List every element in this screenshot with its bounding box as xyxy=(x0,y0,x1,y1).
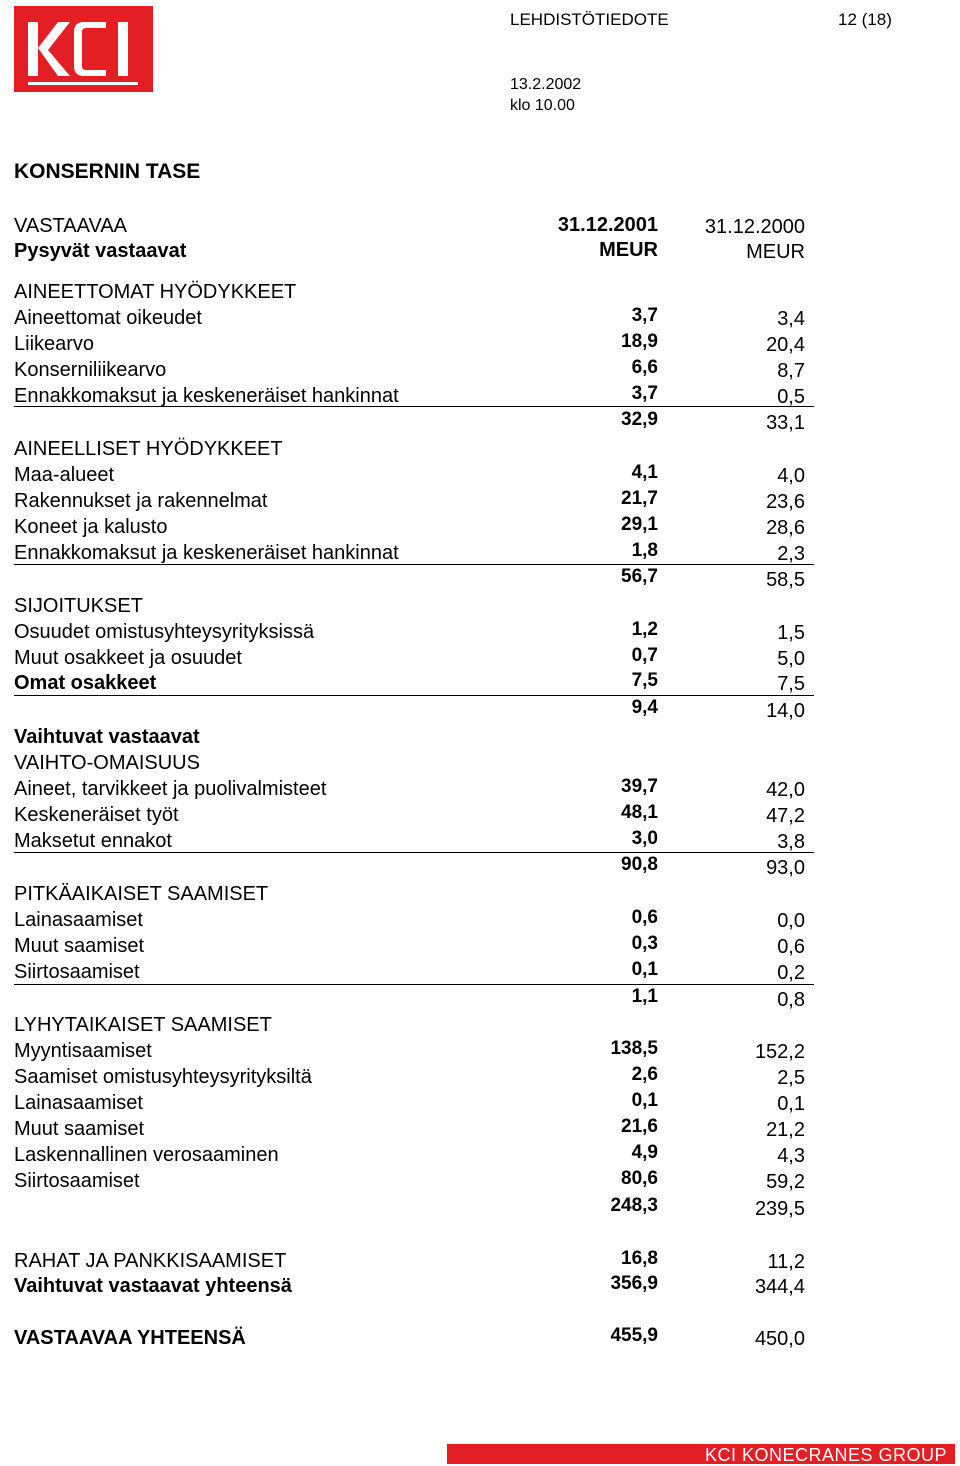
row-label: Keskeneräiset työt xyxy=(14,804,179,826)
value-2000: 5,0 xyxy=(777,648,805,670)
row-label: Maa-alueet xyxy=(14,464,115,486)
page-number: 12 (18) xyxy=(838,10,892,29)
value-2000: 239,5 xyxy=(754,1198,805,1220)
column-2-unit: MEUR xyxy=(746,241,805,263)
row-label: Koneet ja kalusto xyxy=(14,516,168,538)
release-date: 13.2.2002 xyxy=(510,76,582,93)
table-row xyxy=(0,437,960,463)
table-row xyxy=(0,751,960,777)
table-row xyxy=(0,934,960,960)
row-label: Aineet, tarvikkeet ja puolivalmisteet xyxy=(14,778,327,800)
value-2000: 42,0 xyxy=(766,779,805,801)
row-label: RAHAT JA PANKKISAAMISET xyxy=(14,1250,287,1272)
value-2001: 138,5 xyxy=(610,1038,658,1059)
subtotal-row xyxy=(0,1196,960,1222)
subtotal-row xyxy=(0,987,960,1013)
value-2000: 0,1 xyxy=(777,1093,805,1115)
row-label: Muut saamiset xyxy=(14,935,145,957)
value-2001: 2,6 xyxy=(631,1064,658,1085)
value-2001: 0,1 xyxy=(631,959,658,980)
row-label: AINEELLISET HYÖDYKKEET xyxy=(14,438,283,460)
subtotal-row xyxy=(0,410,960,436)
table-row xyxy=(0,1013,960,1039)
value-2001: 32,9 xyxy=(621,409,658,430)
section-label: VASTAAVAA xyxy=(14,215,127,237)
table-row xyxy=(0,1143,960,1169)
value-2000: 21,2 xyxy=(766,1119,805,1141)
footer-company-name: KCI KONECRANES GROUP xyxy=(704,1445,947,1465)
value-2001: 0,7 xyxy=(631,645,658,666)
subtotal-rule xyxy=(14,695,814,696)
value-2000: 0,8 xyxy=(777,989,805,1011)
column-1-date: 31.12.2001 xyxy=(557,214,658,236)
value-2001: 80,6 xyxy=(621,1168,658,1189)
company-logo xyxy=(14,6,153,92)
row-label: Laskennallinen verosaaminen xyxy=(14,1144,279,1166)
value-2000: 20,4 xyxy=(766,334,805,356)
table-row xyxy=(0,489,960,515)
column-2-date: 31.12.2000 xyxy=(704,216,805,238)
value-2000: 14,0 xyxy=(766,700,805,722)
value-2001: 39,7 xyxy=(621,776,658,797)
subtotal-row xyxy=(0,698,960,724)
value-2001: 455,9 xyxy=(610,1325,658,1346)
table-row xyxy=(0,908,960,934)
subtotal-rule xyxy=(14,406,814,407)
table-row xyxy=(0,1249,960,1275)
row-label: Omat osakkeet xyxy=(14,672,157,694)
subtotal-rule xyxy=(14,852,814,853)
value-2001: 9,4 xyxy=(631,697,658,718)
table-row xyxy=(0,1117,960,1143)
value-2001: 29,1 xyxy=(621,514,658,535)
row-label: Myyntisaamiset xyxy=(14,1040,152,1062)
value-2001: 56,7 xyxy=(621,566,658,587)
value-2001: 21,6 xyxy=(621,1116,658,1137)
row-label: Lainasaamiset xyxy=(14,1092,143,1114)
table-row xyxy=(0,463,960,489)
row-label: Aineettomat oikeudet xyxy=(14,307,202,329)
table-row xyxy=(0,280,960,306)
value-2001: 1,1 xyxy=(631,986,658,1007)
row-label: Ennakkomaksut ja keskeneräiset hankinnat xyxy=(14,385,399,407)
value-2001: 4,9 xyxy=(631,1142,658,1163)
row-label: Saamiset omistusyhteysyrityksiltä xyxy=(14,1066,312,1088)
section-heading-row xyxy=(0,214,960,240)
table-row xyxy=(0,777,960,803)
value-2000: 4,0 xyxy=(777,465,805,487)
table-row xyxy=(0,594,960,620)
subsection-label: Pysyvät vastaavat xyxy=(14,240,187,262)
value-2000: 33,1 xyxy=(766,412,805,434)
table-row xyxy=(0,332,960,358)
subsection-heading-row xyxy=(0,239,960,265)
row-label: Vaihtuvat vastaavat xyxy=(14,726,200,748)
value-2000: 0,2 xyxy=(777,962,805,984)
value-2001: 356,9 xyxy=(610,1273,658,1294)
table-row xyxy=(0,1065,960,1091)
row-label: VASTAAVAA YHTEENSÄ xyxy=(14,1327,246,1349)
row-label: Ennakkomaksut ja keskeneräiset hankinnat xyxy=(14,542,399,564)
page-title: KONSERNIN TASE xyxy=(14,160,201,183)
value-2000: 0,6 xyxy=(777,936,805,958)
subtotal-rule xyxy=(14,564,814,565)
value-2000: 8,7 xyxy=(777,360,805,382)
value-2001: 0,6 xyxy=(631,907,658,928)
subtotal-rule xyxy=(14,984,814,985)
row-label: SIJOITUKSET xyxy=(14,595,143,617)
row-label: Liikearvo xyxy=(14,333,95,355)
row-label: Vaihtuvat vastaavat yhteensä xyxy=(14,1275,292,1297)
table-row xyxy=(0,725,960,751)
value-2001: 0,1 xyxy=(631,1090,658,1111)
row-label: LYHYTAIKAISET SAAMISET xyxy=(14,1014,272,1036)
value-2001: 6,6 xyxy=(631,357,658,378)
row-label: Siirtosaamiset xyxy=(14,1170,140,1192)
value-2001: 7,5 xyxy=(631,670,658,691)
release-time: klo 10.00 xyxy=(510,97,575,114)
row-label: Lainasaamiset xyxy=(14,909,143,931)
value-2000: 0,5 xyxy=(777,386,805,408)
table-row xyxy=(0,1169,960,1195)
row-label: VAIHTO-OMAISUUS xyxy=(14,752,200,774)
table-row xyxy=(0,646,960,672)
value-2001: 21,7 xyxy=(621,488,658,509)
value-2001: 16,8 xyxy=(621,1248,658,1269)
row-label: AINEETTOMAT HYÖDYKKEET xyxy=(14,281,297,303)
value-2000: 11,2 xyxy=(767,1251,805,1273)
value-2000: 0,0 xyxy=(777,910,805,932)
value-2000: 23,6 xyxy=(766,491,805,513)
footer-brand-bar xyxy=(447,1444,955,1464)
row-label: Muut osakkeet ja osuudet xyxy=(14,647,242,669)
document-type: LEHDISTÖTIEDOTE xyxy=(510,10,669,29)
value-2001: 3,7 xyxy=(631,383,658,404)
subtotal-row xyxy=(0,855,960,881)
value-2000: 3,4 xyxy=(777,308,805,330)
table-row xyxy=(0,515,960,541)
value-2001: 90,8 xyxy=(621,854,658,875)
table-row xyxy=(0,960,960,986)
row-label: Muut saamiset xyxy=(14,1118,145,1140)
value-2000: 59,2 xyxy=(766,1171,805,1193)
value-2000: 93,0 xyxy=(766,857,805,879)
value-2000: 4,3 xyxy=(777,1145,805,1167)
value-2000: 2,3 xyxy=(777,543,805,565)
value-2001: 1,8 xyxy=(631,540,658,561)
value-2001: 3,0 xyxy=(631,828,658,849)
row-label: Siirtosaamiset xyxy=(14,961,140,983)
table-row xyxy=(0,671,960,697)
value-2001: 3,7 xyxy=(631,305,658,326)
value-2001: 48,1 xyxy=(621,802,658,823)
value-2000: 3,8 xyxy=(777,831,805,853)
row-label: Konserniliikearvo xyxy=(14,359,167,381)
value-2000: 344,4 xyxy=(754,1276,805,1298)
value-2001: 18,9 xyxy=(621,331,658,352)
row-label: Rakennukset ja rakennelmat xyxy=(14,490,268,512)
value-2000: 1,5 xyxy=(777,622,805,644)
table-row xyxy=(0,1326,960,1352)
table-row xyxy=(0,1039,960,1065)
value-2000: 47,2 xyxy=(766,805,805,827)
value-2000: 58,5 xyxy=(766,569,805,591)
value-2001: 4,1 xyxy=(631,462,658,483)
table-row xyxy=(0,306,960,332)
table-row xyxy=(0,1091,960,1117)
column-1-unit: MEUR xyxy=(599,239,658,261)
row-label: PITKÄAIKAISET SAAMISET xyxy=(14,883,269,905)
value-2001: 0,3 xyxy=(631,933,658,954)
value-2000: 2,5 xyxy=(777,1067,805,1089)
value-2000: 450,0 xyxy=(754,1328,805,1350)
table-row xyxy=(0,1274,960,1300)
kci-logo-icon xyxy=(14,6,153,92)
table-row xyxy=(0,620,960,646)
table-row xyxy=(0,358,960,384)
value-2001: 248,3 xyxy=(610,1195,658,1216)
row-label: Maksetut ennakot xyxy=(14,830,172,852)
value-2001: 1,2 xyxy=(631,619,658,640)
table-row xyxy=(0,882,960,908)
value-2000: 28,6 xyxy=(766,517,805,539)
table-row xyxy=(0,803,960,829)
row-label: Osuudet omistusyhteysyrityksissä xyxy=(14,621,315,643)
subtotal-row xyxy=(0,567,960,593)
value-2000: 7,5 xyxy=(777,673,805,695)
value-2000: 152,2 xyxy=(754,1041,805,1063)
